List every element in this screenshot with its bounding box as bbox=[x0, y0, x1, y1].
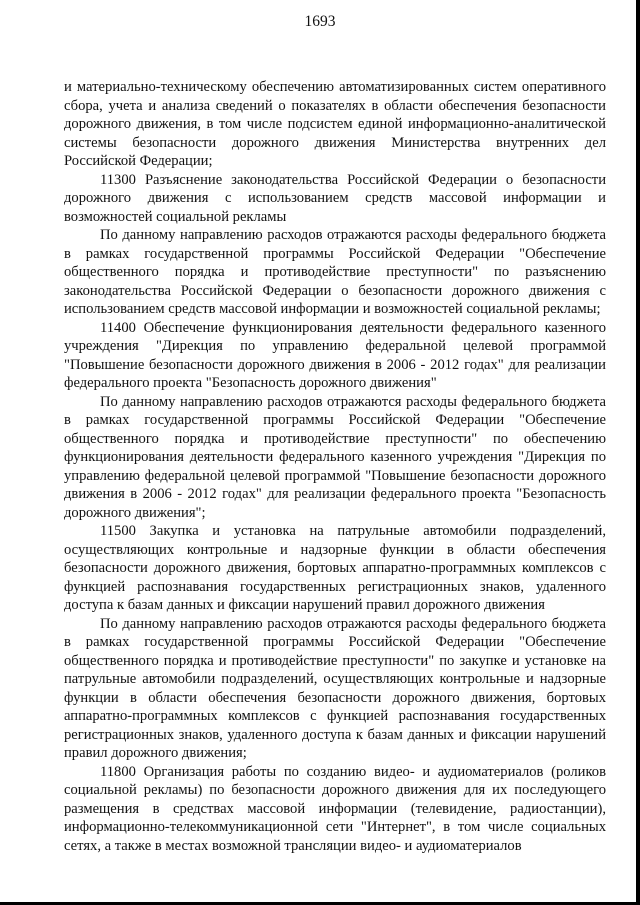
paragraph-description-11500: По данному направлению расходов отражаются расходы федерального бюджета в рамках государственной программы Российской Федерации "Обеспечение общественного порядка и противодействие преступности" по закупке и установке на патрульные автомобили подразделений, осуществляющих контрольные и надзорные функции в области обеспечения безопасности дорожного движения, бортовых аппаратно-программных комплексов с функцией распознавания государственных регистрационных знаков, удаленного доступа к базам данных и фиксации нарушений правил дорожного движения; bbox=[64, 615, 606, 761]
paragraph-description-11400: По данному направлению расходов отражаются расходы федерального бюджета в рамках государственной программы Российской Федерации "Обеспечение общественного порядка и противодействие преступности" по обеспечению функционирования деятельности федерального казенного учреждения "Дирекция по управлению федеральной целевой программой "Повышение безопасности дорожного движения в 2006 - 2012 годах" для реализации федерального проекта "Безопасность дорожного движения"; bbox=[64, 393, 606, 521]
paragraph-item-11500: 11500 Закупка и установка на патрульные автомобили подразделений, осуществляющих контрольные и надзорные функции в области обеспечения безопасности дорожного движения, бортовых аппаратно-программных комплексов с функцией распознавания государственных регистрационных знаков, удаленного доступа к базам данных и фиксации нарушений правил дорожного движения bbox=[64, 523, 606, 613]
document-body bbox=[64, 78, 606, 855]
paragraph-item-11300: 11300 Разъяснение законодательства Российской Федерации о безопасности дорожного движения с использованием средств массовой информации и возможностей социальной рекламы bbox=[64, 171, 606, 225]
paragraph-description-11300: По данному направлению расходов отражаются расходы федерального бюджета в рамках государственной программы Российской Федерации "Обеспечение общественного порядка и противодействие преступности" по разъяснению законодательства Российской Федерации о безопасности дорожного движения с использованием средств массовой информации и возможностей социальной рекламы; bbox=[64, 227, 606, 317]
paragraph-continuation: и материально-техническому обеспечению автоматизированных систем оперативного сбора, учета и анализа сведений о показателях в области обеспечения безопасности дорожного движения, в том числе подсистем единой информационно-аналитической системы безопасности дорожного движения Министерства внутренних дел Российской Федерации; bbox=[64, 79, 606, 169]
page-number: 1693 bbox=[304, 13, 336, 30]
paragraph-item-11800: 11800 Организация работы по созданию видео- и аудиоматериалов (роликов социальной рекламы) по безопасности дорожного движения для их последующего размещения в средствах массовой информации (телевидение, радиостанции), информационно-телекоммуникационной сети "Интернет", в том числе социальных сетях, а также в местах возможной трансляции видео- и аудиоматериалов bbox=[64, 763, 606, 854]
paragraph-item-11400: 11400 Обеспечение функционирования деятельности федерального казенного учреждения "Дирекция по управлению федеральной целевой программой "Повышение безопасности дорожного движения в 2006 - 2012 годах" для реализации федерального проекта "Безопасность дорожного движения" bbox=[64, 319, 606, 391]
scan-edge-right bbox=[636, 0, 640, 905]
